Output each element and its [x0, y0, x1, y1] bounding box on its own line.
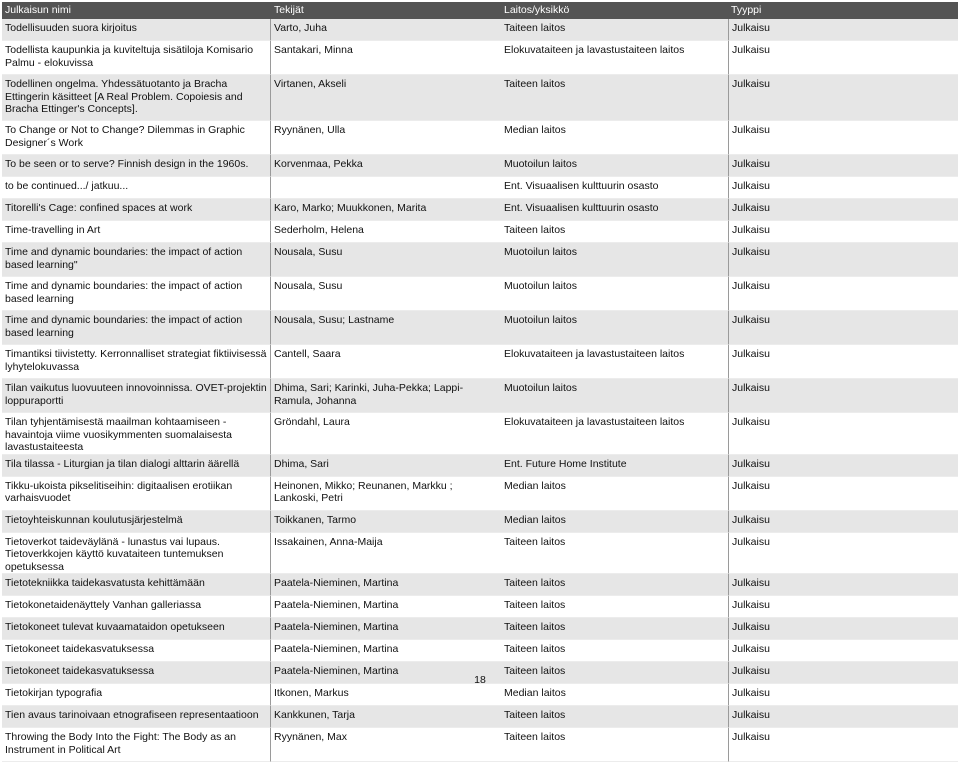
publication-authors: Toikkanen, Tarmo [271, 511, 501, 533]
table-row [2, 199, 958, 221]
publication-title: Tietokirjan typografia [2, 684, 271, 706]
table-row [2, 75, 958, 121]
publication-department: Median laitos [501, 511, 728, 533]
publication-authors: Varto, Juha [271, 19, 501, 41]
publication-type: Julkaisu [728, 155, 958, 177]
publication-type: Julkaisu [728, 662, 958, 684]
publication-authors: Paatela-Nieminen, Martina [271, 640, 501, 662]
publication-authors: Issakainen, Anna-Maija [271, 533, 501, 575]
publication-authors: Nousala, Susu; Lastname [271, 311, 501, 345]
publication-authors: Dhima, Sari; Karinki, Juha-Pekka; Lappi-Ramula, Johanna [271, 379, 501, 413]
table-header-row [2, 2, 958, 19]
publication-type: Julkaisu [728, 75, 958, 121]
publication-title: Todellista kaupunkia ja kuviteltuja sisätiloja Komisario Palmu - elokuvissa [2, 41, 271, 75]
publication-title: Time and dynamic boundaries: the impact of action based learning" [2, 243, 271, 277]
publication-type: Julkaisu [728, 706, 958, 728]
publication-department: Taiteen laitos [501, 19, 728, 41]
publication-title: Tien avaus tarinoivaan etnografiseen representaatioon [2, 706, 271, 728]
publication-type: Julkaisu [728, 379, 958, 413]
publication-title: Time and dynamic boundaries: the impact of action based learning [2, 277, 271, 311]
publication-title: Tietotekniikka taidekasvatusta kehittämään [2, 574, 271, 596]
table-row [2, 640, 958, 662]
publication-authors [271, 177, 501, 199]
publication-authors: Santakari, Minna [271, 41, 501, 75]
publication-type: Julkaisu [728, 41, 958, 75]
publication-department: Taiteen laitos [501, 640, 728, 662]
publication-type: Julkaisu [728, 199, 958, 221]
table-row [2, 574, 958, 596]
publication-type: Julkaisu [728, 121, 958, 155]
table-row [2, 413, 958, 455]
publication-department: Muotoilun laitos [501, 155, 728, 177]
table-row [2, 155, 958, 177]
publication-type: Julkaisu [728, 345, 958, 379]
publication-type: Julkaisu [728, 277, 958, 311]
publication-authors: Cantell, Saara [271, 345, 501, 379]
table-row [2, 533, 958, 575]
publication-title: Time and dynamic boundaries: the impact of action based learning [2, 311, 271, 345]
publication-authors: Kankkunen, Tarja [271, 706, 501, 728]
table-row [2, 19, 958, 41]
table-row [2, 618, 958, 640]
table-row [2, 706, 958, 728]
publication-department: Median laitos [501, 121, 728, 155]
publication-type: Julkaisu [728, 477, 958, 511]
publication-department: Taiteen laitos [501, 533, 728, 575]
publication-authors: Ryynänen, Ulla [271, 121, 501, 155]
publication-type: Julkaisu [728, 728, 958, 762]
publication-authors: Virtanen, Akseli [271, 75, 501, 121]
publication-title: Tietoverkot taideväylänä - lunastus vai lupaus. Tietoverkkojen käyttö kuvataiteen tuntemuksen opetuksessa [2, 533, 271, 575]
publication-title: Tilan tyhjentämisestä maailman kohtaamiseen - havaintoja viime vuosikymmenten suomalaisesta lavastustaiteesta [2, 413, 271, 455]
header-title: Julkaisun nimi [2, 2, 271, 19]
table-row [2, 511, 958, 533]
table-row [2, 379, 958, 413]
publication-type: Julkaisu [728, 511, 958, 533]
publication-authors: Gröndahl, Laura [271, 413, 501, 455]
publication-department: Median laitos [501, 684, 728, 706]
publication-type: Julkaisu [728, 640, 958, 662]
publication-authors: Sederholm, Helena [271, 221, 501, 243]
publication-title: Tila tilassa - Liturgian ja tilan dialogi alttarin äärellä [2, 455, 271, 477]
publication-authors: Paatela-Nieminen, Martina [271, 662, 501, 684]
publication-department: Ent. Future Home Institute [501, 455, 728, 477]
publication-title: to be continued.../ jatkuu... [2, 177, 271, 199]
publication-type: Julkaisu [728, 684, 958, 706]
publication-department: Taiteen laitos [501, 221, 728, 243]
publication-title: Tietokoneet taidekasvatuksessa [2, 640, 271, 662]
publication-authors: Nousala, Susu [271, 277, 501, 311]
table-row [2, 177, 958, 199]
header-department: Laitos/yksikkö [501, 2, 728, 19]
header-type: Tyyppi [728, 2, 958, 19]
publication-title: Tikku-ukoista pikselitiseihin: digitaalisen erotiikan varhaisvuodet [2, 477, 271, 511]
publication-department: Muotoilun laitos [501, 379, 728, 413]
publication-department: Taiteen laitos [501, 75, 728, 121]
publication-department: Ent. Visuaalisen kulttuurin osasto [501, 199, 728, 221]
publication-title: Tilan vaikutus luovuuteen innovoinnissa. OVET-projektin loppuraportti [2, 379, 271, 413]
publication-department: Elokuvataiteen ja lavastustaiteen laitos [501, 413, 728, 455]
publication-type: Julkaisu [728, 533, 958, 575]
table-row [2, 477, 958, 511]
publication-title: Tietokoneet taidekasvatuksessa [2, 662, 271, 684]
publication-department: Elokuvataiteen ja lavastustaiteen laitos [501, 345, 728, 379]
publication-authors: Korvenmaa, Pekka [271, 155, 501, 177]
publication-type: Julkaisu [728, 596, 958, 618]
table-row [2, 221, 958, 243]
publication-type: Julkaisu [728, 177, 958, 199]
publication-department: Muotoilun laitos [501, 311, 728, 345]
publication-department: Taiteen laitos [501, 728, 728, 762]
publication-department: Muotoilun laitos [501, 243, 728, 277]
publication-department: Taiteen laitos [501, 618, 728, 640]
publication-title: Todellisuuden suora kirjoitus [2, 19, 271, 41]
publication-type: Julkaisu [728, 455, 958, 477]
publication-authors: Karo, Marko; Muukkonen, Marita [271, 199, 501, 221]
table-row [2, 596, 958, 618]
publication-authors: Ryynänen, Max [271, 728, 501, 762]
publication-title: Todellinen ongelma. Yhdessätuotanto ja Bracha Ettingerin käsitteet [A Real Problem. Copoiesis and Bracha Ettinger's Concepts]. [2, 75, 271, 121]
publication-department: Taiteen laitos [501, 706, 728, 728]
publication-authors: Paatela-Nieminen, Martina [271, 618, 501, 640]
publication-type: Julkaisu [728, 311, 958, 345]
table-row [2, 728, 958, 762]
publication-authors: Dhima, Sari [271, 455, 501, 477]
publication-department: Taiteen laitos [501, 574, 728, 596]
table-body [2, 19, 958, 762]
publication-department: Median laitos [501, 477, 728, 511]
publication-department: Taiteen laitos [501, 596, 728, 618]
publication-type: Julkaisu [728, 618, 958, 640]
publication-type: Julkaisu [728, 19, 958, 41]
publication-title: Time-travelling in Art [2, 221, 271, 243]
publication-title: Timantiksi tiivistetty. Kerronnalliset strategiat fiktiivisessä lyhytelokuvassa [2, 345, 271, 379]
table-row [2, 455, 958, 477]
publication-department: Muotoilun laitos [501, 277, 728, 311]
publication-authors: Heinonen, Mikko; Reunanen, Markku ; Lankoski, Petri [271, 477, 501, 511]
header-authors: Tekijät [271, 2, 501, 19]
publication-title: To be seen or to serve? Finnish design in the 1960s. [2, 155, 271, 177]
table-row [2, 41, 958, 75]
table-row [2, 121, 958, 155]
publication-authors: Paatela-Nieminen, Martina [271, 596, 501, 618]
publication-title: To Change or Not to Change? Dilemmas in Graphic Designer´s Work [2, 121, 271, 155]
publication-type: Julkaisu [728, 574, 958, 596]
publication-title: Tietoyhteiskunnan koulutusjärjestelmä [2, 511, 271, 533]
publication-type: Julkaisu [728, 243, 958, 277]
table-row [2, 277, 958, 311]
publication-type: Julkaisu [728, 221, 958, 243]
publication-department: Ent. Visuaalisen kulttuurin osasto [501, 177, 728, 199]
table-row [2, 684, 958, 706]
publication-authors: Paatela-Nieminen, Martina [271, 574, 501, 596]
publication-title: Throwing the Body Into the Fight: The Body as an Instrument in Political Art [2, 728, 271, 762]
publication-department: Elokuvataiteen ja lavastustaiteen laitos [501, 41, 728, 75]
publication-title: Tietokoneet tulevat kuvaamataidon opetukseen [2, 618, 271, 640]
publication-department: Taiteen laitos [501, 662, 728, 684]
table-row [2, 311, 958, 345]
table-row [2, 243, 958, 277]
publication-authors: Nousala, Susu [271, 243, 501, 277]
table-row [2, 345, 958, 379]
publication-authors: Itkonen, Markus [271, 684, 501, 706]
publication-type: Julkaisu [728, 413, 958, 455]
publication-title: Titorelli's Cage: confined spaces at work [2, 199, 271, 221]
page-number: 18 [474, 674, 486, 686]
publications-table [2, 2, 958, 762]
publication-title: Tietokonetaidenäyttely Vanhan galleriassa [2, 596, 271, 618]
publication-page [2, 2, 958, 762]
